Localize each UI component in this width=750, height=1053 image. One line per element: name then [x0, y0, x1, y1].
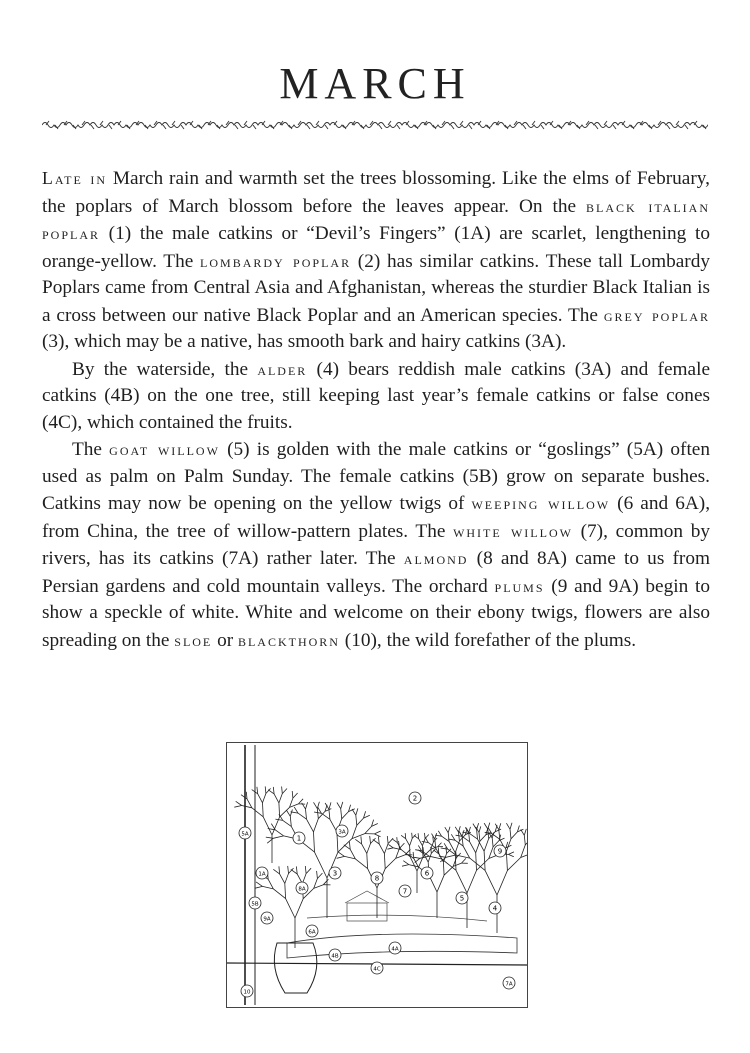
species-name: goat willow	[109, 439, 220, 459]
branch-stroke	[329, 802, 331, 809]
branch-stroke	[413, 852, 414, 859]
branch-stroke	[470, 833, 478, 839]
branch-stroke	[484, 839, 489, 852]
branch-stroke	[345, 856, 356, 859]
branch-stroke	[373, 839, 379, 844]
vine-leaf	[388, 121, 391, 125]
species-name: blackthorn	[237, 629, 340, 650]
paragraph-poplars	[42, 165, 710, 356]
branch-stroke	[470, 842, 476, 853]
figure-label	[293, 832, 305, 844]
branch-stroke	[295, 899, 303, 918]
tree-branches	[234, 786, 527, 948]
branch-stroke	[314, 832, 315, 852]
branch-stroke	[342, 812, 349, 819]
branch-stroke	[323, 879, 328, 884]
branch-stroke	[510, 823, 512, 830]
figure-label	[261, 912, 273, 924]
vine-leaf	[100, 121, 103, 125]
branch-stroke	[379, 844, 384, 854]
branch-stroke	[286, 810, 290, 816]
branch-stroke	[448, 833, 449, 842]
text-run: (1) the male catkins or “Devil’s Fingers” (1A) are scarlet, lengthening to orange-yellow. The	[42, 223, 710, 272]
branch-stroke	[356, 815, 357, 825]
svg-text:2: 2	[412, 794, 418, 803]
branch-stroke	[263, 886, 274, 889]
figure-label	[239, 827, 251, 839]
branch-stroke	[479, 826, 481, 832]
branch-stroke	[365, 826, 372, 833]
branch-stroke	[508, 852, 514, 855]
branch-stroke	[341, 802, 343, 809]
branch-stroke	[246, 792, 247, 799]
vine-leaf	[667, 125, 670, 129]
branch-stroke	[282, 789, 287, 794]
text-run: (8 and 8A) came to us from Persian gardens and cold mountain valleys. The orchard	[42, 548, 710, 597]
branch-stroke	[290, 810, 292, 817]
branch-stroke	[329, 809, 330, 819]
branch-stroke	[444, 866, 453, 875]
vine-leaf	[541, 125, 544, 129]
text-run: (6 and 6A), from China, the tree of willow-pattern plates. The	[42, 493, 711, 542]
svg-text:5B: 5B	[251, 901, 259, 908]
branch-stroke	[279, 866, 280, 874]
branch-stroke	[384, 854, 385, 869]
branch-stroke	[273, 869, 279, 874]
branch-stroke	[306, 809, 307, 819]
branch-stroke	[413, 857, 420, 858]
branch-stroke	[456, 851, 457, 858]
branch-stroke	[378, 836, 379, 844]
branch-stroke	[437, 875, 444, 892]
vine-leaf	[595, 125, 598, 129]
branch-stroke	[370, 836, 371, 844]
branch-stroke	[307, 819, 314, 832]
branch-stroke	[288, 866, 289, 874]
branch-stroke	[317, 871, 318, 879]
text-run: March rain and warmth set the trees blossoming. Like the elms of February, the poplars of March blossom before the leaves appear. On the	[42, 168, 710, 217]
branch-stroke	[290, 816, 291, 826]
branch-stroke	[477, 823, 479, 829]
svg-text:9: 9	[497, 847, 503, 856]
svg-text:5A: 5A	[241, 831, 249, 838]
branch-stroke	[314, 819, 319, 832]
branch-stroke	[389, 845, 394, 848]
branch-stroke	[385, 858, 396, 868]
svg-text:3A: 3A	[338, 829, 346, 836]
branch-stroke	[402, 865, 409, 867]
branch-stroke	[355, 859, 367, 869]
vine-leaf	[253, 125, 256, 129]
branch-stroke	[274, 794, 279, 803]
svg-text:1A: 1A	[258, 871, 266, 878]
branch-stroke	[387, 848, 393, 849]
species-name: lombardy poplar	[200, 250, 352, 271]
vine-leaf	[316, 121, 319, 125]
branch-stroke	[506, 823, 510, 829]
branch-stroke	[268, 790, 274, 794]
vine-leaf	[172, 121, 175, 125]
branch-stroke	[388, 838, 393, 843]
vine-leaf	[613, 125, 616, 129]
branch-stroke	[393, 839, 398, 842]
branch-stroke	[462, 830, 464, 836]
branch-stroke	[435, 839, 436, 848]
vine-leaf	[460, 121, 463, 125]
vine-leaf	[109, 125, 112, 129]
branch-stroke	[443, 854, 446, 863]
branch-stroke	[499, 823, 501, 830]
vine-leaf	[163, 125, 166, 129]
species-name: white willow	[453, 520, 573, 541]
branch-stroke	[479, 832, 480, 841]
branch-stroke	[350, 849, 355, 859]
branch-stroke	[456, 870, 467, 893]
vine-leaf	[307, 125, 310, 129]
branch-stroke	[488, 829, 489, 839]
vine-leaf	[325, 125, 328, 129]
branch-stroke	[273, 836, 284, 838]
figure-label	[421, 867, 433, 879]
branch-stroke	[341, 809, 342, 819]
branch-stroke	[524, 829, 526, 835]
branch-stroke	[462, 836, 470, 841]
figure-label	[494, 845, 506, 857]
figure-label	[329, 949, 341, 961]
branch-stroke	[406, 839, 410, 846]
branch-stroke	[405, 833, 406, 839]
paragraph-alder	[42, 356, 710, 437]
vine-leaf	[181, 125, 184, 129]
svg-text:7A: 7A	[505, 981, 513, 988]
branch-stroke	[448, 827, 450, 833]
branch-stroke	[462, 858, 466, 863]
branch-stroke	[337, 803, 341, 809]
svg-text:4: 4	[492, 904, 498, 913]
species-name: weeping willow	[471, 493, 611, 513]
branch-stroke	[292, 791, 293, 798]
text-run: The	[72, 439, 110, 460]
branch-stroke	[412, 833, 413, 839]
branch-stroke	[280, 874, 285, 884]
branch-stroke	[236, 801, 242, 805]
branch-stroke	[275, 830, 284, 836]
svg-text:3: 3	[332, 869, 338, 878]
figure-label	[399, 885, 411, 897]
svg-text:4A: 4A	[391, 946, 399, 953]
branch-stroke	[268, 879, 273, 889]
branch-stroke	[257, 787, 258, 794]
branch-stroke	[387, 836, 388, 844]
figure-label	[249, 897, 261, 909]
species-name: almond	[403, 548, 469, 568]
branch-stroke	[467, 870, 477, 893]
river-bank	[287, 934, 517, 958]
branch-stroke	[337, 856, 345, 858]
text-run: (7), common by rivers, has its catkins (7A) rather later. The	[42, 520, 710, 569]
svg-text:5: 5	[459, 894, 465, 903]
paragraph-willows	[42, 436, 710, 654]
figure-label	[296, 882, 308, 894]
vine-leaf	[676, 121, 679, 125]
branch-stroke	[446, 847, 447, 854]
branch-stroke	[419, 839, 423, 846]
branch-stroke	[357, 818, 364, 825]
body-text	[42, 165, 710, 654]
branch-stroke	[344, 845, 350, 850]
vine-leaf	[397, 125, 400, 129]
branch-stroke	[263, 817, 272, 835]
species-name: alder	[257, 358, 308, 379]
branch-stroke	[273, 787, 274, 794]
figure-label	[456, 892, 468, 904]
figure-label	[256, 867, 268, 879]
vine-leaf	[523, 125, 526, 129]
branch-stroke	[306, 802, 308, 809]
branch-stroke	[414, 835, 419, 838]
branch-stroke	[258, 794, 263, 803]
branch-stroke	[285, 874, 289, 884]
text-run: (10), the wild forefather of the plums.	[339, 629, 637, 651]
branch-stroke	[255, 886, 263, 888]
branch-stroke	[349, 842, 350, 850]
figure-label	[389, 942, 401, 954]
branch-stroke	[263, 794, 266, 803]
species-name: sloe	[174, 629, 213, 650]
branch-stroke	[298, 813, 307, 819]
branch-stroke	[317, 873, 322, 878]
branch-stroke	[508, 854, 513, 856]
branch-stroke	[356, 808, 358, 815]
branch-stroke	[445, 827, 448, 833]
tree-scene-drawing	[227, 743, 527, 1007]
vine-leaf	[244, 121, 247, 125]
branch-stroke	[443, 862, 444, 875]
branch-stroke	[420, 856, 429, 858]
branch-stroke	[283, 820, 292, 826]
figure-label	[371, 962, 383, 974]
vine-leaf	[532, 121, 535, 125]
branch-stroke	[263, 803, 264, 817]
branch-stroke	[485, 870, 497, 895]
branch-stroke	[293, 793, 298, 798]
branch-stroke	[469, 833, 470, 842]
text-run: (3), which may be a native, has smooth bark and hairy catkins (3A).	[42, 331, 567, 352]
branch-stroke	[497, 871, 507, 896]
branch-stroke	[317, 809, 318, 819]
branch-stroke	[492, 838, 493, 847]
text-run: (2) has similar catkins. These tall Lombardy Poplars came from Central Asia and Afghanistan, whereas the sturdier Black Italian is a cross between our native Black Poplar and an American species. The	[42, 250, 711, 326]
text-run: By the waterside, the	[72, 358, 258, 380]
text-run: (5) is golden with the male catkins or “goslings” (5A) often used as palm on Palm Sunday. The female catkins (5B) grow on separate bushes. Catkins may now be opening on the yellow twigs of	[42, 439, 711, 514]
branch-stroke	[296, 866, 297, 874]
branch-stroke	[286, 899, 295, 918]
svg-text:1: 1	[296, 834, 302, 843]
branch-stroke	[510, 829, 511, 839]
branch-stroke	[305, 866, 306, 874]
text-run: or	[212, 629, 238, 651]
branch-stroke	[499, 830, 500, 840]
branch-stroke	[273, 889, 285, 899]
svg-text:6A: 6A	[308, 929, 316, 936]
branch-stroke	[428, 843, 435, 848]
branch-stroke	[279, 794, 282, 803]
branch-stroke	[446, 855, 456, 857]
vine-leaf	[451, 125, 454, 129]
branch-stroke	[463, 846, 470, 858]
svg-text:9A: 9A	[263, 916, 271, 923]
figure-label	[503, 977, 515, 989]
branch-stroke	[484, 823, 488, 829]
figure-label	[329, 867, 341, 879]
vine-leaf	[91, 125, 94, 129]
branch-stroke	[511, 832, 517, 839]
branch-stroke	[476, 853, 477, 871]
figure-label	[489, 902, 501, 914]
branch-stroke	[403, 861, 409, 865]
branch-stroke	[298, 799, 303, 804]
vine-leaf	[469, 125, 472, 129]
svg-text:8A: 8A	[298, 886, 306, 893]
branch-stroke	[285, 883, 286, 898]
branch-stroke	[410, 838, 413, 845]
branch-stroke	[241, 795, 247, 799]
branch-stroke	[374, 831, 380, 834]
branch-stroke	[438, 843, 442, 847]
branch-stroke	[459, 832, 460, 841]
branch-stroke	[507, 858, 520, 871]
figure-label	[409, 792, 421, 804]
branch-stroke	[480, 835, 486, 841]
page-title: MARCH	[279, 59, 471, 108]
branch-stroke	[367, 853, 368, 868]
text-run: (4) bears reddish male catkins (3A) and female catkins (4B) on the one tree, still keeping last year’s female catkins or false cones (4C), which contained the fruits.	[42, 358, 710, 433]
branch-stroke	[524, 835, 525, 845]
branch-stroke	[362, 844, 367, 854]
figure-label	[371, 872, 383, 884]
species-name: plums	[494, 575, 545, 596]
vine-ornament	[42, 123, 708, 128]
branch-stroke	[234, 806, 241, 808]
branch-stroke	[473, 824, 477, 830]
branch-stroke	[265, 786, 266, 793]
svg-text:6: 6	[424, 869, 430, 878]
branch-stroke	[428, 853, 431, 862]
cottage-roof	[345, 891, 389, 903]
branch-stroke	[384, 844, 388, 854]
branch-stroke	[521, 829, 525, 835]
branch-stroke	[252, 808, 263, 817]
species-name: grey poplar	[603, 304, 710, 325]
branch-stroke	[256, 882, 262, 887]
branch-stroke	[374, 834, 380, 837]
flower-vase	[274, 943, 317, 993]
branch-stroke	[291, 869, 297, 874]
branch-stroke	[321, 813, 330, 819]
branch-stroke	[401, 835, 406, 838]
branch-stroke	[397, 837, 398, 843]
svg-text:4C: 4C	[373, 966, 381, 973]
figure-label	[336, 825, 348, 837]
branch-stroke	[435, 833, 437, 839]
svg-text:7: 7	[402, 887, 408, 896]
species-name: black italian poplar	[42, 195, 711, 243]
branch-stroke	[306, 868, 311, 873]
figure-label	[241, 985, 253, 997]
decorative-rule	[42, 118, 708, 132]
branch-stroke	[417, 857, 423, 871]
vine-leaf	[235, 125, 238, 129]
vine-leaf	[604, 121, 607, 125]
branch-stroke	[418, 833, 419, 839]
branch-stroke	[315, 852, 328, 878]
branch-stroke	[355, 839, 361, 844]
svg-text:8: 8	[374, 874, 380, 883]
svg-text:10: 10	[243, 989, 251, 996]
branch-stroke	[455, 827, 458, 832]
species-name: Late in	[42, 168, 107, 188]
branch-stroke	[352, 809, 356, 815]
vine-leaf	[379, 125, 382, 129]
branch-stroke	[484, 851, 485, 870]
branch-stroke	[367, 844, 371, 854]
cottage	[347, 903, 387, 921]
vine-leaf	[685, 125, 688, 129]
svg-text:4B: 4B	[331, 953, 339, 960]
branch-stroke	[361, 836, 362, 844]
branch-stroke	[338, 852, 344, 857]
figure-label	[306, 925, 318, 937]
branch-stroke	[314, 802, 318, 808]
botanical-illustration	[226, 742, 528, 1008]
branch-stroke	[477, 830, 478, 840]
far-bank	[307, 915, 487, 921]
text-run: (9 and 9A) begin to show a speckle of white. White and welcome on their ebony twigs, flowers are also spreading on the	[42, 575, 710, 651]
branch-stroke	[282, 787, 283, 794]
